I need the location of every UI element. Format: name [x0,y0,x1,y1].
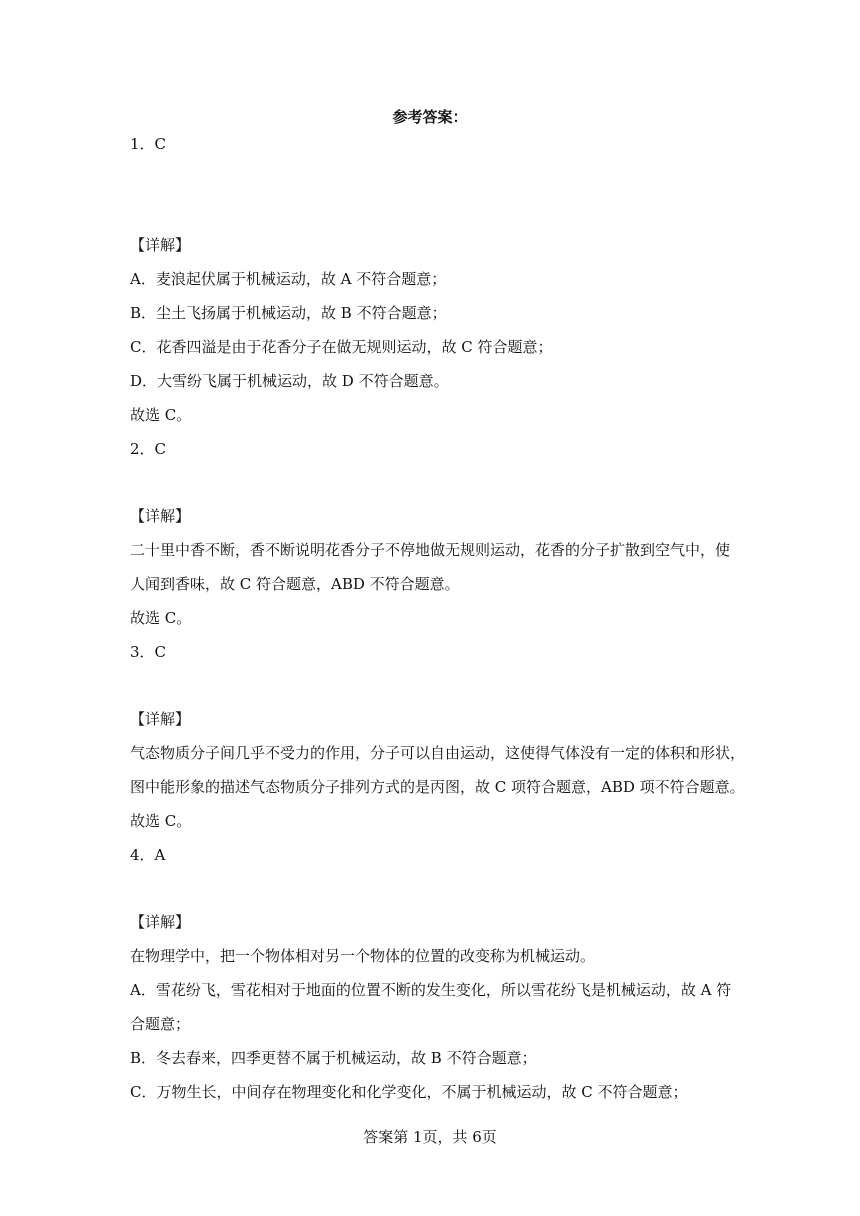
explanation-heading-2: 【详解】 [130,507,191,525]
explanation-line: C．万物生长，中间存在物理变化和化学变化，不属于机械运动，故 C 不符合题意； [130,1083,688,1101]
explanation-line: 气态物质分子间几乎不受力的作用，分子可以自由运动，这使得气体没有一定的体积和形状， [130,744,746,762]
explanation-line: B．冬去春来，四季更替不属于机械运动，故 B 不符合题意； [130,1049,537,1067]
page-title: 参考答案： [392,108,468,126]
explanation-heading-3: 【详解】 [130,710,191,728]
explanation-line: D．大雪纷飞属于机械运动，故 D 不符合题意。 [130,372,449,390]
explanation-line: B．尘土飞扬属于机械运动，故 B 不符合题意； [130,304,447,322]
explanation-line: A．麦浪起伏属于机械运动，故 A 不符合题意； [130,270,447,288]
explanation-line: C．花香四溢是由于花香分子在做无规则运动，故 C 符合题意； [130,338,553,356]
answer-1: 1．C [130,135,167,153]
explanation-line: 合题意； [130,1015,191,1033]
answer-2: 2．C [130,440,167,458]
answer-4: 4．A [130,846,166,864]
explanation-heading-1: 【详解】 [130,236,191,254]
explanation-line: A．雪花纷飞，雪花相对于地面的位置不断的发生变化，所以雪花纷飞是机械运动，故 A 符 [130,981,732,999]
explanation-line: 二十里中香不断，香不断说明花香分子不停地做无规则运动，花香的分子扩散到空气中，使 [130,541,731,559]
explanation-line: 在物理学中，把一个物体相对另一个物体的位置的改变称为机械运动。 [130,947,596,965]
explanation-line: 图中能形象的描述气态物质分子排列方式的是丙图，故 C 项符合题意，ABD 项不符合题意。 [130,778,745,796]
explanation-line: 人闻到香味，故 C 符合题意，ABD 不符合题意。 [130,575,460,593]
answer-3: 3．C [130,643,167,661]
page-footer: 答案第 1页，共 6页 [363,1128,497,1146]
explanation-line: 故选 C。 [130,609,192,627]
explanation-heading-4: 【详解】 [130,913,191,931]
explanation-line: 故选 C。 [130,406,192,424]
explanation-line: 故选 C。 [130,812,192,830]
